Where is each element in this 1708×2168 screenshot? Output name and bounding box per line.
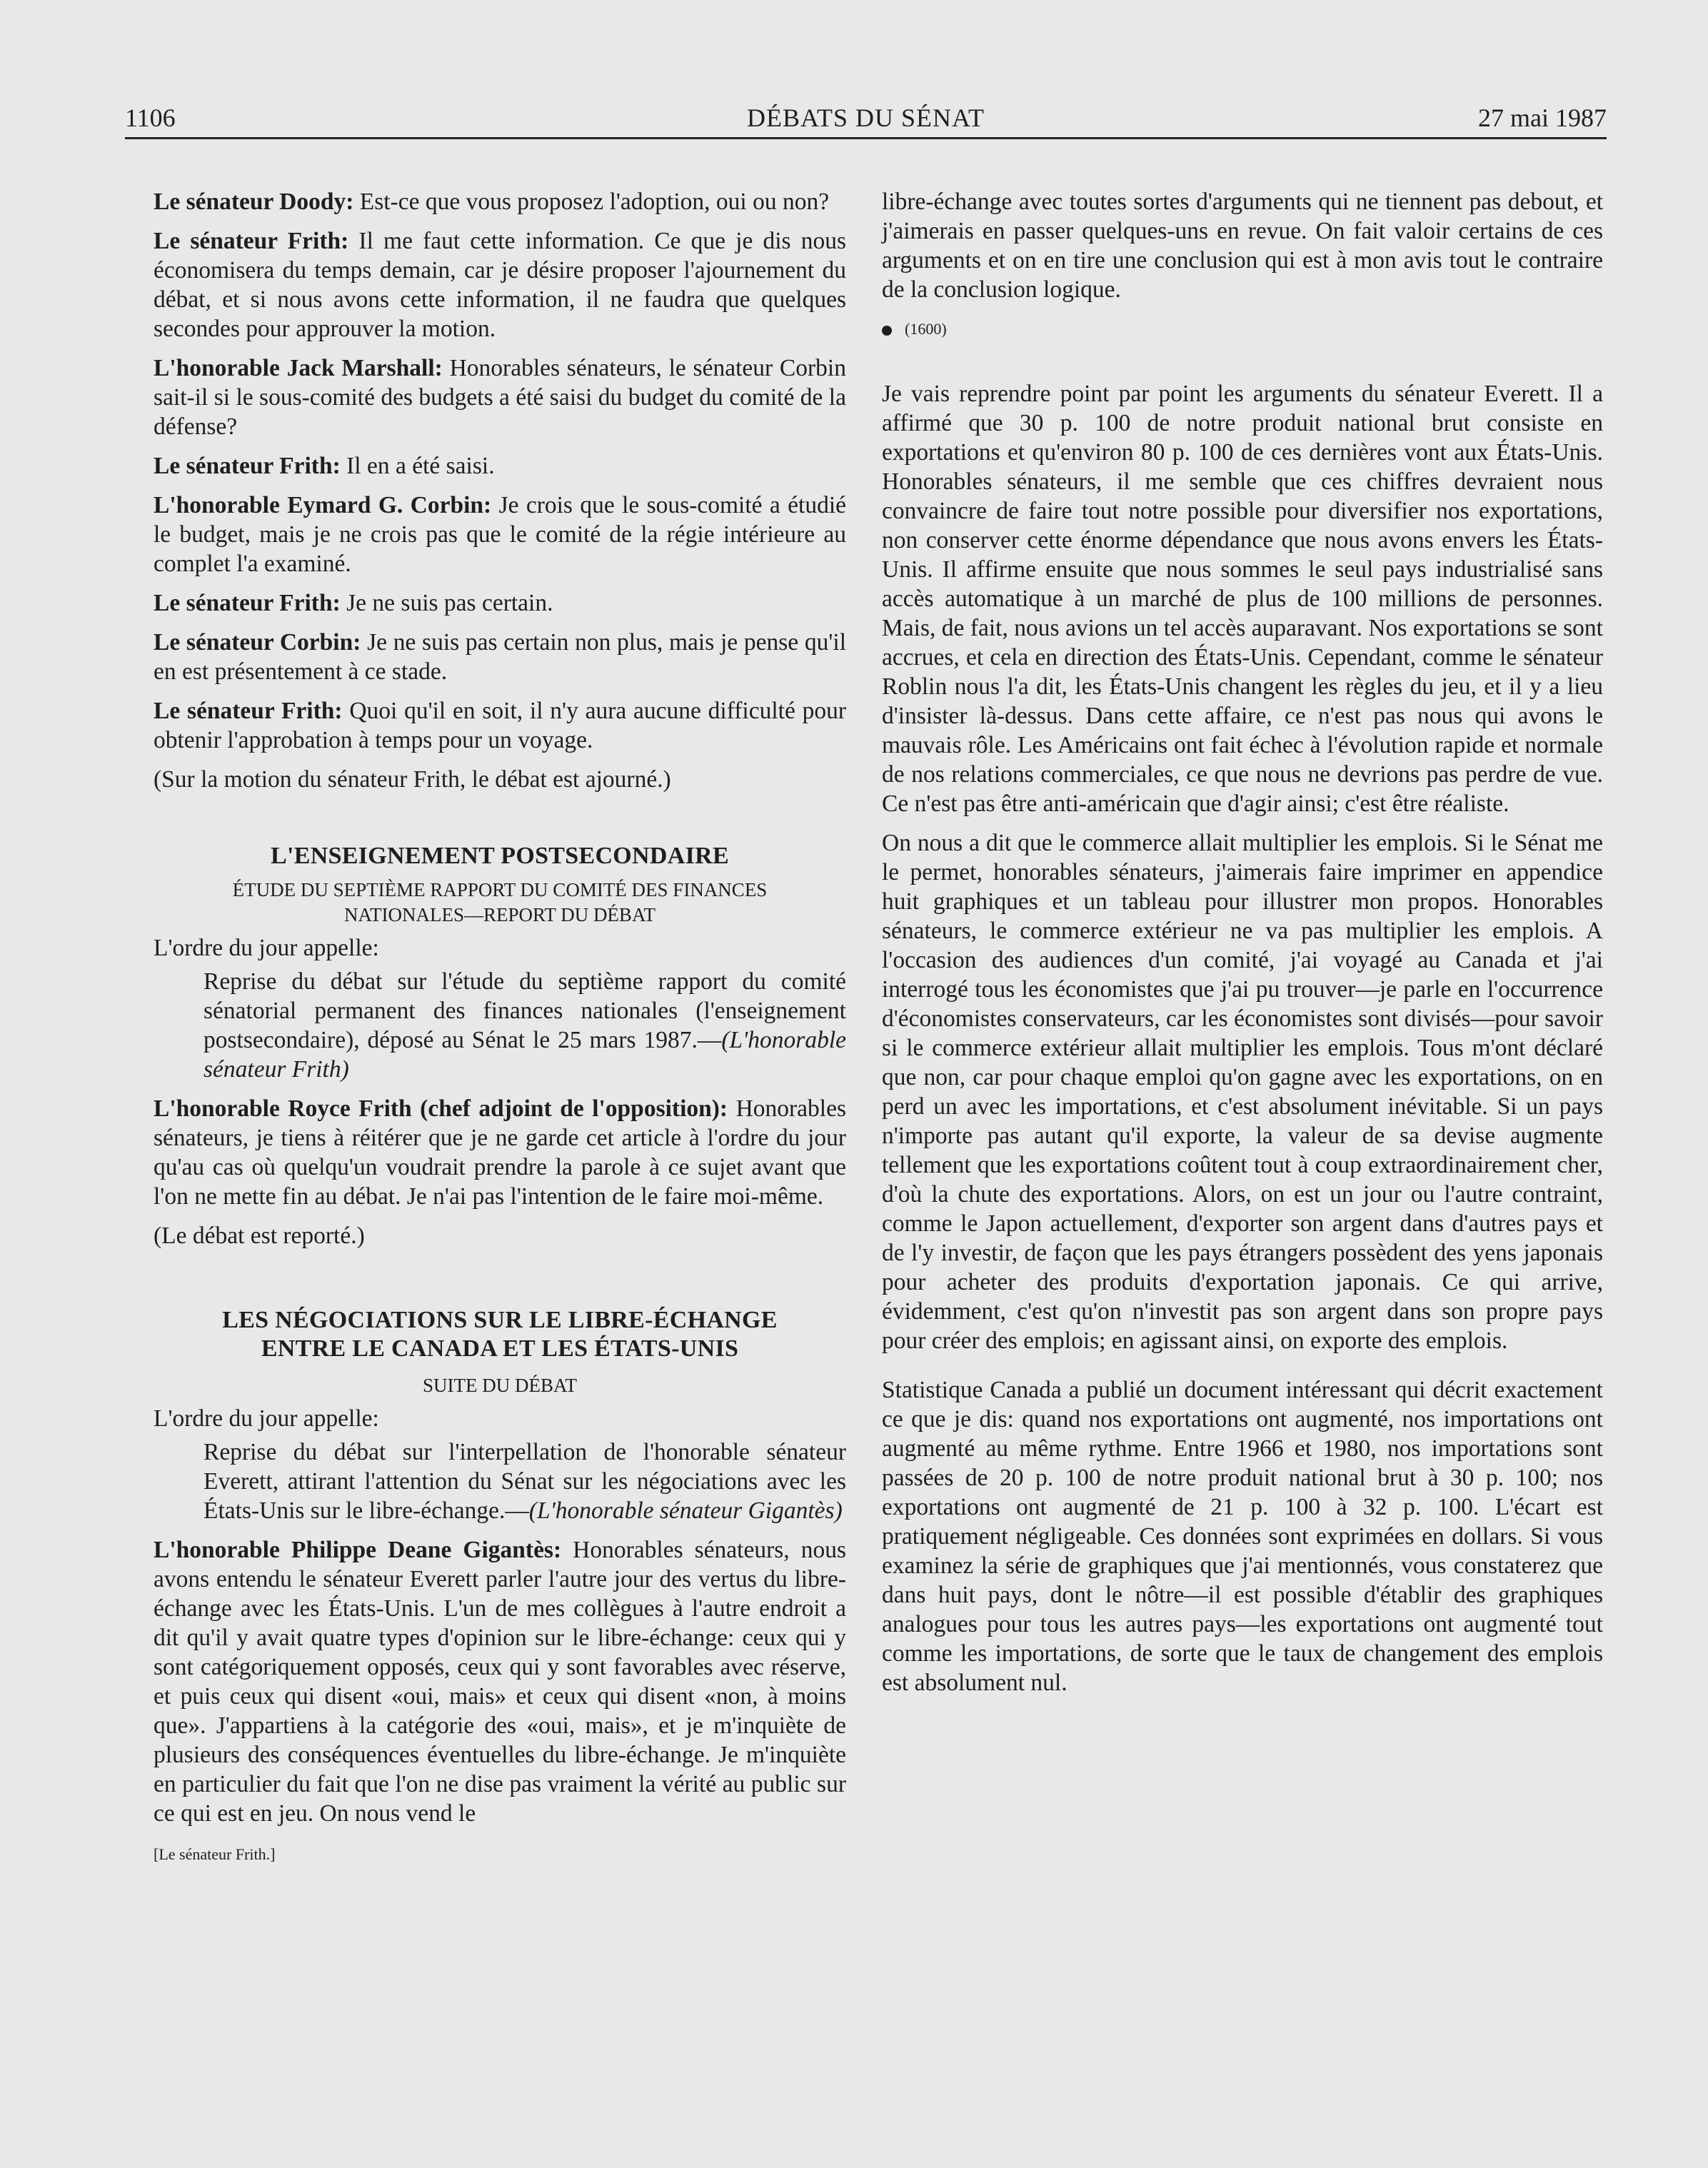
speech-text: Quoi qu'il en soit, il n'y aura aucune difficulté pour obtenir l'approbation à temps pour un voyage.	[154, 698, 846, 753]
speaker-name: Le sénateur Corbin:	[154, 629, 361, 656]
speech-text: Honorables sénateurs, je tiens à réitérer que je ne garde cet article à l'ordre du jour qu'au cas où quelqu'un voudrait prendre la parole à ce sujet avant que l'on ne mette fin au débat. Je n'ai pas l'intention de le faire moi-même.	[154, 1095, 846, 1210]
page-header	[125, 100, 1607, 139]
speech-text: Je crois que le sous-comité a étudié le budget, mais je ne crois pas que le comité de la régie intérieure au complet l'a examiné.	[154, 492, 846, 577]
quote-text: Reprise du débat sur l'étude du septième rapport du comité sénatorial permanent des finances nationales (l'enseignement postsecondaire), déposé au Sénat le 25 mars 1987.—	[204, 968, 846, 1053]
speaker-name: Le sénateur Frith:	[154, 228, 349, 254]
speech-paragraph	[154, 1535, 846, 1828]
speech-text: Est-ce que vous proposez l'adoption, oui ou non?	[353, 189, 830, 215]
procedural-note: (Le débat est reporté.)	[154, 1223, 365, 1249]
time-marker-text: (1600)	[905, 320, 947, 338]
speaker-name: L'honorable Philippe Deane Gigantès:	[154, 1537, 562, 1563]
speech-paragraph: Je vais reprendre point par point les arguments du sénateur Everett. Il a affirmé que 30 p. 100 de notre produit national brut consiste en exportations et qu'environ 80 p. 100 de ces dernières vont aux États-Unis. Honorables sénateurs, il me semble que ces chiffres devraient nous convaincre de faire tout notre possible pour diversifier nos exportations, non conserver cette énorme dépendance que nous avons envers les États-Unis. Il affirme ensuite que nous sommes le seul pays industrialisé sans accès automatique à un marché de plus de 100 millions de personnes. Mais, de fait, nous avions un tel accès auparavant. Nos exportations se sont accrues, et cela en direction des États-Unis. Cependant, comme le sénateur Roblin nous l'a dit, les États-Unis changent les règles du jeu, et il y a lieu d'insister là-dessus. Dans cette affaire, ce n'est pas nous qui avons le mauvais rôle. Les Américains ont fait échec à l'évolution rapide et normale de nos relations commerciales, ce que nous ne devrions pas perdre de vue. Ce n'est pas être anti-américain que d'agir ainsi; c'est être réaliste.	[882, 381, 1603, 817]
speech-text: Honorables sénateurs, le sénateur Corbin sait-il si le sous-comité des budgets a été saisi du budget du comité de la défense?	[154, 355, 846, 440]
speech-paragraph	[154, 588, 846, 618]
section-heading: L'ENSEIGNEMENT POSTSECONDAIRE	[271, 843, 729, 869]
quote-attribution: (L'honorable sénateur Frith)	[204, 1027, 846, 1083]
section-heading-line: LES NÉGOCIATIONS SUR LE LIBRE-ÉCHANGE	[222, 1307, 778, 1333]
procedural-note: (Sur la motion du sénateur Frith, le débat est ajourné.)	[154, 766, 671, 793]
publication-title: DÉBATS DU SÉNAT	[746, 104, 985, 132]
speech-paragraph	[154, 628, 846, 686]
speech-paragraph: libre-échange avec toutes sortes d'arguments qui ne tiennent pas debout, et j'aimerais en passer quelques-uns en revue. On fait valoir certains de ces arguments et on en tire une conclusion qui est à mon avis tout le contraire de la conclusion logique.	[882, 189, 1603, 303]
speech-paragraph	[154, 187, 846, 216]
speech-paragraph: On nous a dit que le commerce allait multiplier les emplois. Si le Sénat me le permet, honorables sénateurs, j'aimerais faire imprimer en appendice huit graphiques et un tableau pour illustrer mon propos. Honorables sénateurs, le commerce extérieur ne va pas multiplier les emplois. A l'occasion des audiences d'un comité, j'ai voyagé au Canada et j'ai interrogé tous les économistes que j'ai pu trouver—je parle en l'occurrence d'économistes conservateurs, car les économistes sont divisés—pour savoir si le commerce extérieur allait multiplier les emplois. Tous m'ont déclaré que non, car pour chaque emploi qu'on gagne avec les exportations, on en perd un avec les importations, et c'est absolument inévitable. Si un pays n'importe pas autant qu'il exporte, la valeur de sa devise augmente tellement que les exportations coûtent tout à coup extraordinairement cher, d'où la chute des exportations. Alors, on est un jour ou l'autre contraint, comme le Japon actuellement, d'exporter son argent dans d'autres pays et de l'y investir, de façon que les pays étrangers possèdent des yens japonais pour acheter des produits d'exportation japonais. Ce qui arrive, évidemment, c'est qu'on n'investit pas son argent dans son propre pays pour créer des emplois; en agissant ainsi, on exporte des emplois.	[882, 830, 1603, 1354]
time-marker	[882, 314, 1603, 343]
speech-text: Honorables sénateurs, nous avons entendu le sénateur Everett parler l'autre jour des vertus du libre-échange avec les États-Unis. L'un de mes collègues à l'autre endroit a dit qu'il y avait quatre types d'opinion sur le libre-échange: ceux qui y sont catégoriquement opposés, ceux qui y sont favorables avec réserve, et puis ceux qui disent «oui, mais» et ceux qui disent «non, à moins que». J'appartiens à la catégorie des «oui, mais», et je m'inquiète de plusieurs des conséquences éventuelles du libre-échange. Je m'inquiète en particulier du fait que l'on ne dise pas vraiment la vérité au public sur ce qui est en jeu. On nous vend le	[154, 1537, 846, 1827]
speaker-name: Le sénateur Frith:	[154, 698, 343, 724]
section-subheading: ÉTUDE DU SEPTIÈME RAPPORT DU COMITÉ DES FINANCES NATIONALES—REPORT DU DÉBAT	[232, 879, 768, 925]
order-quote	[154, 967, 846, 1084]
speaker-name: L'honorable Royce Frith (chef adjoint de l'opposition):	[154, 1095, 728, 1122]
section-heading	[154, 1306, 846, 1363]
speech-text: Je ne suis pas certain.	[340, 590, 553, 616]
speaker-name: Le sénateur Frith:	[154, 453, 341, 479]
speaker-name: L'honorable Jack Marshall:	[154, 355, 443, 381]
order-of-day: L'ordre du jour appelle:	[154, 935, 379, 961]
speech-paragraph	[154, 353, 846, 441]
page-date: 27 mai 1987	[1478, 104, 1607, 132]
speech-paragraph	[154, 226, 846, 343]
footnote: [Le sénateur Frith.]	[154, 1845, 276, 1863]
speech-paragraph	[154, 491, 846, 578]
section-heading-line: ENTRE LE CANADA ET LES ÉTATS-UNIS	[261, 1335, 739, 1362]
speaker-name: Le sénateur Doody:	[154, 189, 354, 215]
speech-text: Il me faut cette information. Ce que je dis nous économisera du temps demain, car je désire proposer l'ajournement du débat, et si nous avons cette information, il ne faudra que quelques secondes pour approuver la motion.	[154, 228, 846, 342]
speaker-name: L'honorable Eymard G. Corbin:	[154, 492, 492, 518]
left-column	[154, 187, 846, 1869]
order-quote	[154, 1437, 846, 1525]
speech-text: Il en a été saisi.	[340, 453, 495, 479]
speech-paragraph	[154, 696, 846, 755]
section-subheading: SUITE DU DÉBAT	[423, 1375, 577, 1396]
speech-paragraph	[154, 451, 846, 481]
speech-text: Je ne suis pas certain non plus, mais je pense qu'il en est présentement à ce stade.	[154, 629, 846, 685]
speech-paragraph: Statistique Canada a publié un document intéressant qui décrit exactement ce que je dis: quand nos exportations ont augmenté, nos importations ont augmenté au même rythme. Entre 1966 et 1980, nos importations sont passées de 20 p. 100 de notre produit national brut à 30 p. 100; nos exportations ont augmenté de 21 p. 100 à 32 p. 100. L'écart est pratiquement négligeable. Ces données sont exprimées en dollars. Si vous examinez la série de graphiques que j'ai mentionnés, vous constaterez que dans huit pays, dont le nôtre—il est possible d'établir des graphiques analogues pour tous les autres pays—les exportations ont augmenté tout comme les importations, de sorte que le taux de changement des emplois est absolument nul.	[882, 1377, 1603, 1696]
bullet-icon	[882, 326, 892, 336]
order-of-day: L'ordre du jour appelle:	[154, 1405, 379, 1432]
page-number: 1106	[125, 104, 176, 132]
speech-paragraph	[154, 1094, 846, 1211]
speaker-name: Le sénateur Frith:	[154, 590, 341, 616]
quote-text: Reprise du débat sur l'interpellation de l'honorable sénateur Everett, attirant l'attention du Sénat sur les négociations avec les États-Unis sur le libre-échange.—	[204, 1439, 846, 1524]
quote-attribution: (L'honorable sénateur Gigantès)	[528, 1497, 843, 1524]
right-column	[882, 187, 1603, 1707]
